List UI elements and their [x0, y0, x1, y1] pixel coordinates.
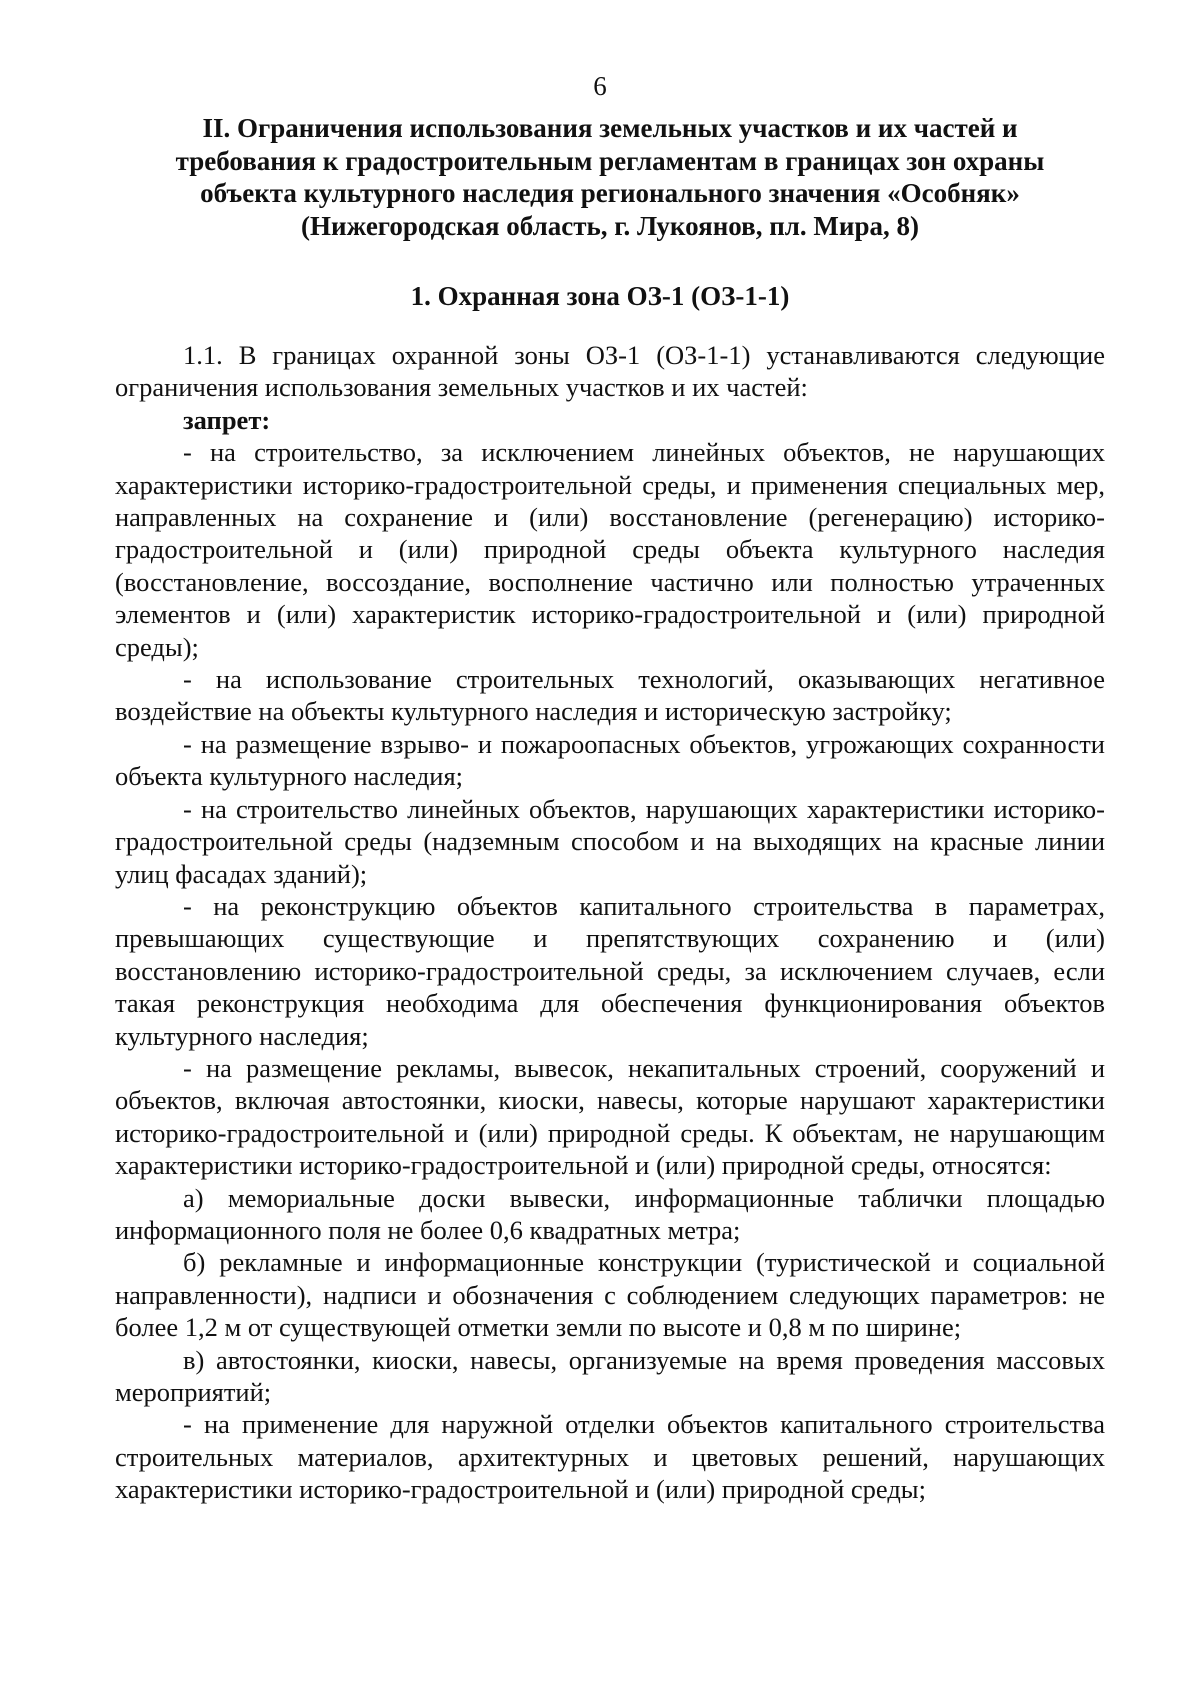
prohibition-item: - на применение для наружной отделки объектов капитального строительства строительных материалов, архитектурных и цветовых решений, нарушающих характеристики историко-градостроительной и (или) природной среды; — [115, 1409, 1105, 1505]
chapter-heading-line: объекта культурного наследия регионального значения «Особняк» — [200, 178, 1020, 208]
prohibition-label: запрет: — [183, 404, 271, 435]
prohibition-item: - на реконструкцию объектов капитального строительства в параметрах, превышающих существующие и препятствующих сохранению и (или) восстановлению историко-градостроительной среды, за исключением случаев, если такая реконструкция необходима для обеспечения функционирования объектов культурного наследия; — [115, 890, 1105, 1051]
intro-paragraph: 1.1. В границах охранной зоны ОЗ-1 (ОЗ-1-1) устанавливаются следующие ограничения использования земельных участков и их частей: — [115, 340, 1105, 403]
prohibition-item: - на размещение рекламы, вывесок, некапитальных строений, сооружений и объектов, включая автостоянки, киоски, навесы, которые нарушают характеристики историко-градостроительной и (или) природной среды. К объектам, не нарушающим характеристики историко-градостроительной и (или) природной среды, относятся: — [115, 1052, 1105, 1181]
section-title: 1. Охранная зона ОЗ-1 (ОЗ-1-1) — [410, 281, 790, 311]
prohibition-item: - на использование строительных технологий, оказывающих негативное воздействие на объекты культурного наследия и историческую застройку; — [115, 664, 1105, 727]
prohibition-item: - на строительство линейных объектов, нарушающих характеристики историко-градостроительной среды (надземным способом и на выходящих на красные линии улиц фасадах зданий); — [115, 793, 1105, 889]
sub-item-a: а) мемориальные доски вывески, информационные таблички площадью информационного поля не более 0,6 квадратных метра; — [115, 1182, 1105, 1245]
chapter-heading-line: II. Ограничения использования земельных участков и их частей и — [202, 113, 1018, 143]
page-number: 6 — [593, 71, 607, 101]
sub-item-v: в) автостоянки, киоски, навесы, организуемые на время проведения массовых мероприятий; — [115, 1344, 1105, 1407]
prohibition-item: - на строительство, за исключением линейных объектов, не нарушающих характеристики историко-градостроительной среды, и применения специальных мер, направленных на сохранение и (или) восстановление (регенерацию) историко-градостроительной и (или) природной среды объекта культурного наследия (восстановление, воссоздание, восполнение частично или полностью утраченных элементов и (или) характеристик историко-градостроительной и (или) природной среды); — [115, 437, 1105, 662]
chapter-heading-line: (Нижегородская область, г. Лукоянов, пл. Мира, 8) — [301, 210, 919, 241]
sub-item-b: б) рекламные и информационные конструкции (туристической и социальной направленности), надписи и обозначения с соблюдением следующих параметров: не более 1,2 м от существующей отметки земли по высоте и 0,8 м по ширине; — [115, 1247, 1105, 1343]
document-body — [115, 339, 1105, 1506]
prohibition-item: - на размещение взрыво- и пожароопасных объектов, угрожающих сохранности объекта культурного наследия; — [115, 728, 1105, 792]
chapter-heading — [140, 112, 1080, 242]
chapter-heading-line: требования к градостроительным регламентам в границах зон охраны — [175, 145, 1045, 176]
